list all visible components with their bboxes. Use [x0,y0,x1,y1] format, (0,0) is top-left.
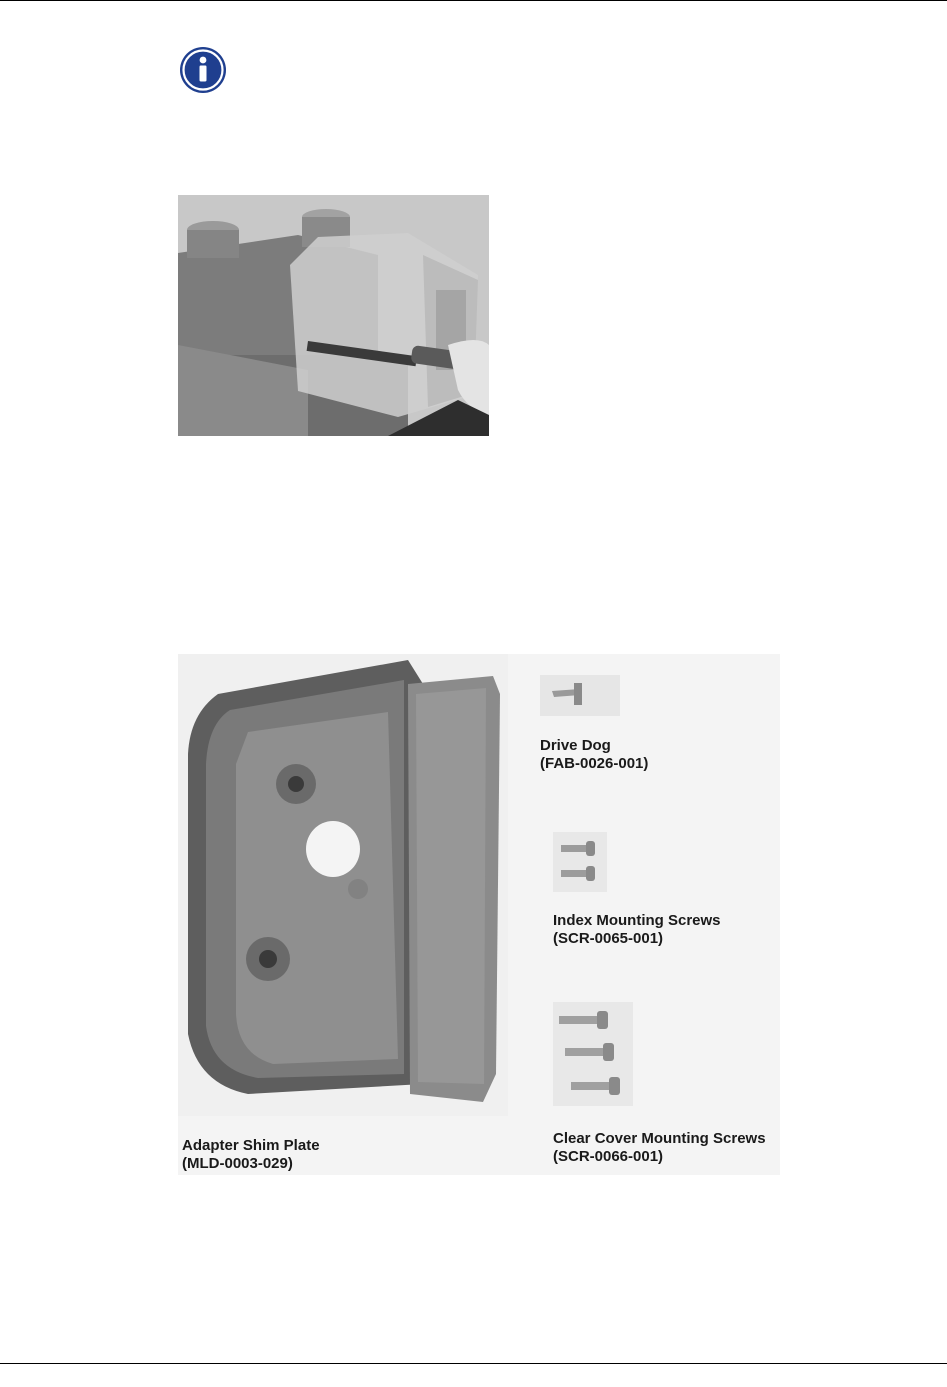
drive-dog-code: (FAB-0026-001) [540,755,649,772]
adapter-shim-plate-code: (MLD-0003-029) [182,1155,293,1172]
footer-rule [0,1363,947,1364]
adapter-shim-plate-caption [182,1137,320,1173]
drive-dog-name: Drive Dog [540,737,611,754]
clear-cover-mounting-screws-photo [553,1002,633,1106]
clear-cover-mounting-screws-name: Clear Cover Mounting Screws [553,1130,766,1147]
drive-dog-caption [540,737,648,773]
adapter-shim-plate-name: Adapter Shim Plate [182,1137,320,1154]
meter-cover-photo [178,195,489,436]
index-mounting-screws-code: (SCR-0065-001) [553,930,664,947]
header-rule [0,0,947,1]
clear-cover-mounting-screws-caption [553,1130,766,1166]
clear-cover-mounting-screws-code: (SCR-0066-001) [553,1148,664,1165]
index-mounting-screws-photo [553,832,607,892]
adapter-shim-plate-photo [178,654,508,1116]
index-mounting-screws-caption [553,912,721,948]
index-mounting-screws-name: Index Mounting Screws [553,912,721,929]
info-icon [179,46,227,94]
drive-dog-photo [540,675,620,716]
